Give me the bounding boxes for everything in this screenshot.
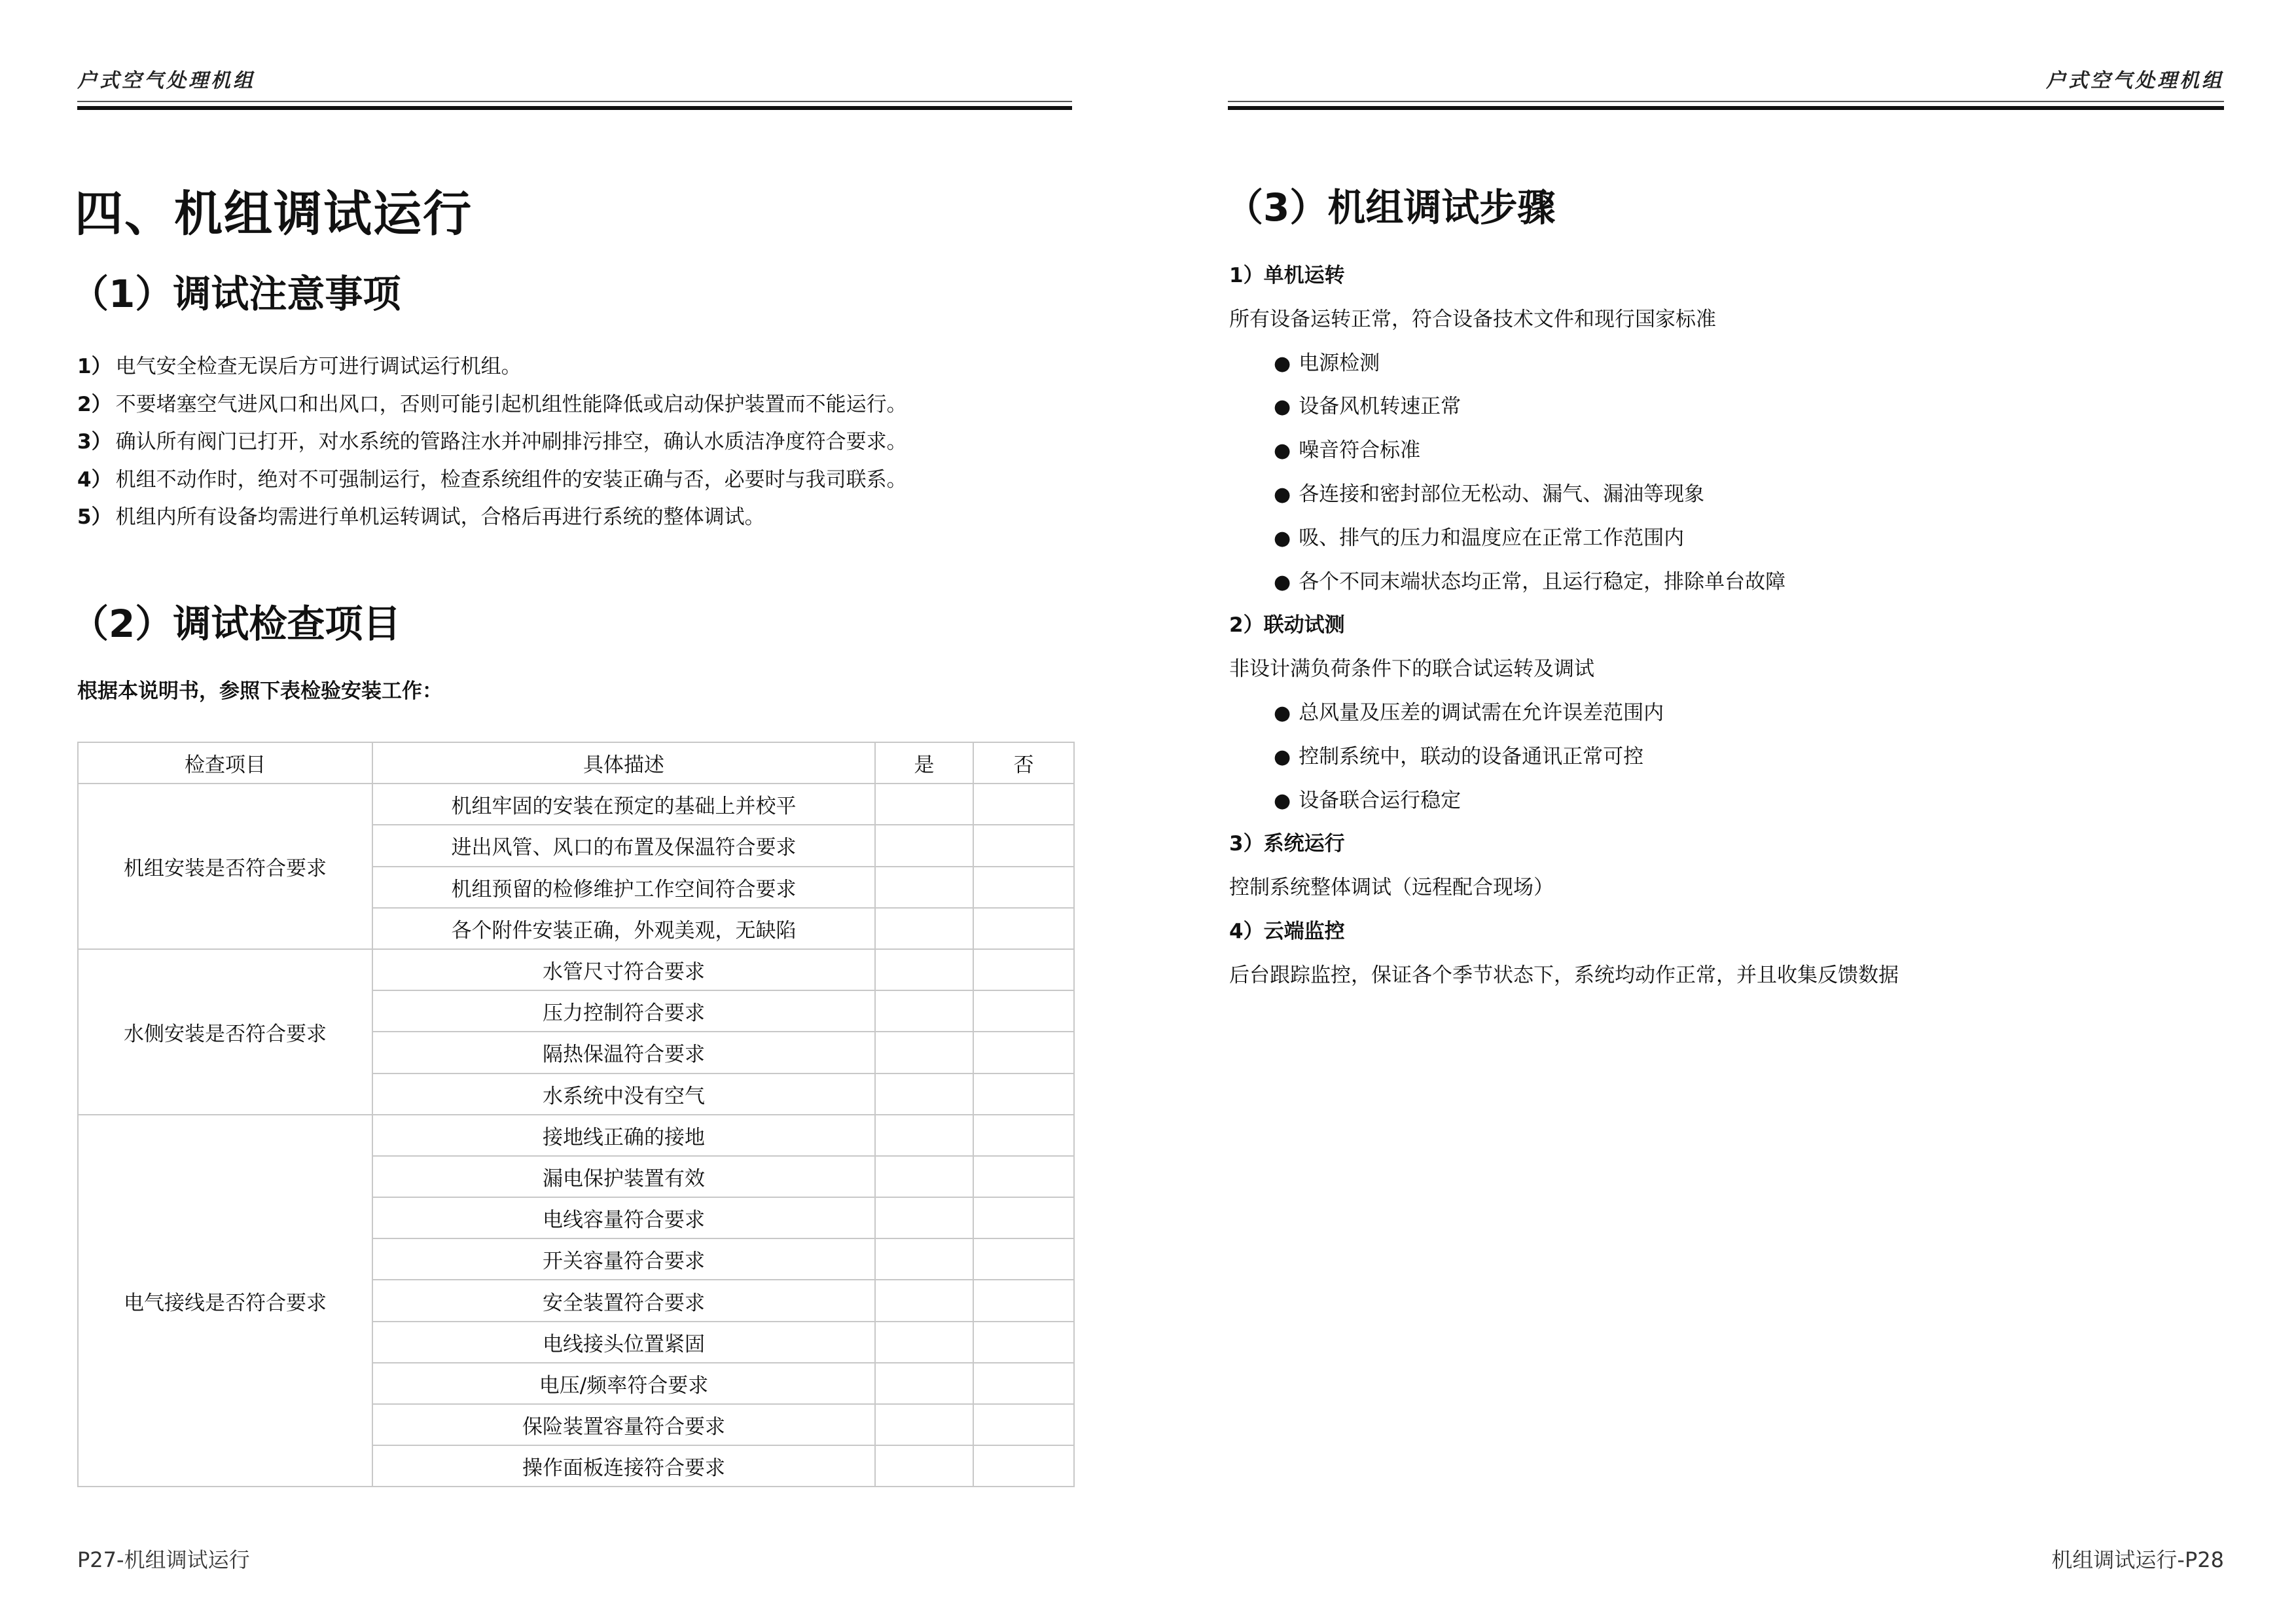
bullet-dot-icon: ● — [1274, 789, 1291, 812]
no-cell[interactable] — [973, 1156, 1074, 1197]
group-item-cell: 水侧安装是否符合要求 — [78, 949, 372, 1115]
step-heading: 4）云端监控 — [1229, 919, 1345, 943]
table-header-row — [78, 742, 1074, 784]
description-cell: 隔热保温符合要求 — [372, 1032, 875, 1073]
bullet-dot-icon: ● — [1274, 526, 1291, 550]
description-cell: 接地线正确的接地 — [372, 1115, 875, 1156]
yes-cell[interactable] — [875, 1074, 973, 1115]
description-cell: 各个附件安装正确，外观美观，无缺陷 — [372, 908, 875, 949]
page-number-left: P27-机组调试运行 — [77, 1547, 250, 1572]
note-item: 3） 确认所有阀门已打开，对水系统的管路注水并冲刷排污排空，确认水质洁净度符合要求。 — [77, 430, 907, 454]
group-item-cell: 电气接线是否符合要求 — [78, 1115, 372, 1487]
yes-cell[interactable] — [875, 1445, 973, 1487]
description-cell: 电线接头位置紧固 — [372, 1322, 875, 1363]
description-cell: 压力控制符合要求 — [372, 990, 875, 1032]
bullet-dot-icon: ● — [1274, 439, 1291, 463]
description-cell: 机组牢固的安装在预定的基础上并校平 — [372, 784, 875, 825]
no-cell[interactable] — [973, 908, 1074, 949]
header-item: 检查项目 — [78, 742, 372, 784]
yes-cell[interactable] — [875, 1363, 973, 1404]
no-cell[interactable] — [973, 1115, 1074, 1156]
yes-cell[interactable] — [875, 1238, 973, 1280]
no-cell[interactable] — [973, 1363, 1074, 1404]
header-no: 否 — [973, 742, 1074, 784]
step-description: 非设计满负荷条件下的联合试运转及调试 — [1229, 657, 1594, 681]
step-heading: 2）联动试测 — [1229, 613, 1345, 638]
step-heading: 1）单机运转 — [1229, 264, 1345, 287]
description-cell: 操作面板连接符合要求 — [372, 1445, 875, 1487]
table-row — [78, 784, 1074, 825]
bullet-dot-icon: ● — [1274, 395, 1291, 419]
note-item: 4） 机组不动作时，绝对不可强制运行，检查系统组件的安装正确与否，必要时与我司联系。 — [77, 467, 907, 492]
description-cell: 漏电保护装置有效 — [372, 1156, 875, 1197]
section-title-check-items: （2）调试检查项目 — [71, 602, 401, 646]
group-item-cell: 机组安装是否符合要求 — [78, 784, 372, 949]
table-row — [78, 1115, 1074, 1156]
no-cell[interactable] — [973, 1074, 1074, 1115]
bullet-dot-icon: ● — [1274, 701, 1291, 725]
bullet-dot-icon: ● — [1274, 482, 1291, 506]
bullet-item: ● 各个不同末端状态均正常，且运行稳定，排除单台故障 — [1229, 560, 1899, 604]
yes-cell[interactable] — [875, 1156, 973, 1197]
bullet-item: ● 电源检测 — [1229, 342, 1899, 386]
header-description: 具体描述 — [372, 742, 875, 784]
description-cell: 安全装置符合要求 — [372, 1280, 875, 1321]
section-title-steps: （3）机组调试步骤 — [1225, 185, 1556, 230]
note-item: 2） 不要堵塞空气进风口和出风口，否则可能引起机组性能降低或启动保护装置而不能运行。 — [77, 392, 907, 416]
no-cell[interactable] — [973, 949, 1074, 990]
bullet-item: ● 总风量及压差的调试需在允许误差范围内 — [1229, 691, 1899, 735]
table-intro: 根据本说明书，参照下表检验安装工作： — [77, 679, 442, 703]
yes-cell[interactable] — [875, 825, 973, 866]
yes-cell[interactable] — [875, 867, 973, 908]
description-cell: 保险装置容量符合要求 — [372, 1404, 875, 1445]
description-cell: 开关容量符合要求 — [372, 1238, 875, 1280]
yes-cell[interactable] — [875, 1322, 973, 1363]
header-rule-thin — [77, 101, 1072, 102]
yes-cell[interactable] — [875, 1115, 973, 1156]
description-cell: 水管尺寸符合要求 — [372, 949, 875, 990]
no-cell[interactable] — [973, 1032, 1074, 1073]
header-rule-thick — [1228, 106, 2224, 110]
yes-cell[interactable] — [875, 784, 973, 825]
no-cell[interactable] — [973, 1197, 1074, 1238]
bullet-dot-icon: ● — [1274, 570, 1291, 594]
description-cell: 进出风管、风口的布置及保温符合要求 — [372, 825, 875, 866]
step-description: 控制系统整体调试（远程配合现场） — [1229, 876, 1554, 900]
check-table — [77, 742, 1075, 1487]
right-page — [1148, 0, 2296, 1624]
section-title-notes: （1）调试注意事项 — [71, 272, 401, 316]
bullet-item: ● 控制系统中，联动的设备通讯正常可控 — [1229, 735, 1899, 779]
step-description: 后台跟踪监控，保证各个季节状态下，系统均动作正常，并且收集反馈数据 — [1229, 963, 1899, 987]
brand-header: 户式空气处理机组 — [2046, 69, 2224, 92]
yes-cell[interactable] — [875, 1280, 973, 1321]
bullet-dot-icon: ● — [1274, 352, 1291, 375]
yes-cell[interactable] — [875, 908, 973, 949]
no-cell[interactable] — [973, 1404, 1074, 1445]
chapter-title: 四、机组调试运行 — [75, 186, 473, 242]
yes-cell[interactable] — [875, 1404, 973, 1445]
yes-cell[interactable] — [875, 1197, 973, 1238]
no-cell[interactable] — [973, 1238, 1074, 1280]
bullet-item: ● 噪音符合标准 — [1229, 429, 1899, 473]
yes-cell[interactable] — [875, 1032, 973, 1073]
page-number-right: 机组调试运行-P28 — [2051, 1547, 2224, 1572]
no-cell[interactable] — [973, 1280, 1074, 1321]
header-rule-thick — [77, 106, 1072, 110]
table-row — [78, 949, 1074, 990]
note-item: 5） 机组内所有设备均需进行单机运转调试，合格后再进行系统的整体调试。 — [77, 505, 765, 529]
no-cell[interactable] — [973, 1322, 1074, 1363]
bullet-item: ● 各连接和密封部位无松动、漏气、漏油等现象 — [1229, 473, 1899, 516]
notes-list — [77, 348, 907, 537]
no-cell[interactable] — [973, 784, 1074, 825]
brand-header: 户式空气处理机组 — [77, 69, 255, 92]
no-cell[interactable] — [973, 867, 1074, 908]
description-cell: 电线容量符合要求 — [372, 1197, 875, 1238]
description-cell: 电压/频率符合要求 — [372, 1363, 875, 1404]
description-cell: 水系统中没有空气 — [372, 1074, 875, 1115]
bullet-item: ● 设备风机转速正常 — [1229, 385, 1899, 429]
bullet-item: ● 吸、排气的压力和温度应在正常工作范围内 — [1229, 516, 1899, 560]
step-heading: 3）系统运行 — [1229, 832, 1345, 856]
no-cell[interactable] — [973, 990, 1074, 1032]
no-cell[interactable] — [973, 1445, 1074, 1487]
step-description: 所有设备运转正常，符合设备技术文件和现行国家标准 — [1229, 307, 1716, 331]
note-item: 1） 电气安全检查无误后方可进行调试运行机组。 — [77, 355, 522, 378]
header-rule-thin — [1228, 101, 2224, 102]
header-yes: 是 — [875, 742, 973, 784]
description-cell: 机组预留的检修维护工作空间符合要求 — [372, 867, 875, 908]
yes-cell[interactable] — [875, 949, 973, 990]
bullet-item: ● 设备联合运行稳定 — [1229, 779, 1899, 823]
yes-cell[interactable] — [875, 990, 973, 1032]
steps-list — [1229, 254, 1899, 998]
no-cell[interactable] — [973, 825, 1074, 866]
bullet-dot-icon: ● — [1274, 745, 1291, 768]
